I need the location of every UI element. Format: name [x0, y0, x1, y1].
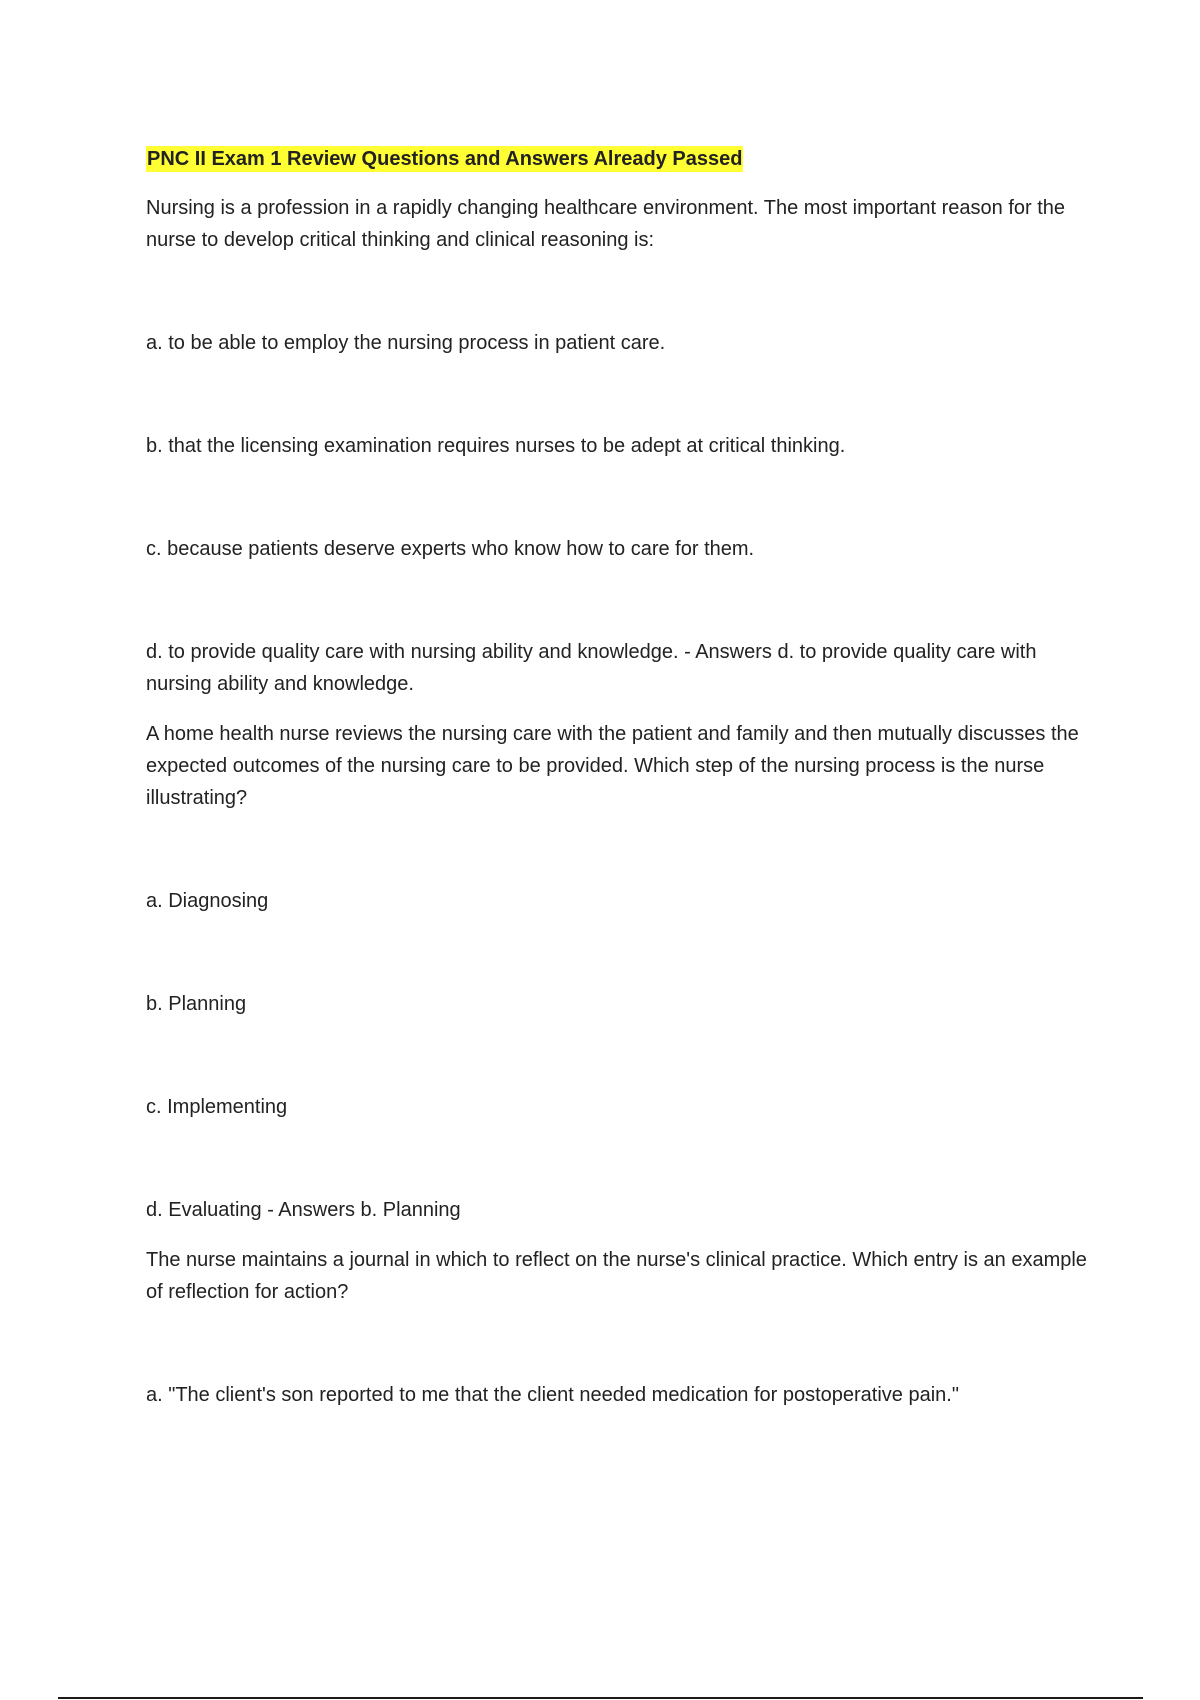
- question-2-stem: A home health nurse reviews the nursing care with the patient and family and then mutually discusses the expected outcomes of the nursing care to be provided. Which step of the nursing process is the nurse illustrating?: [146, 723, 1079, 809]
- question-2-option-a: a. Diagnosing: [146, 890, 269, 912]
- question-2-option-b: b. Planning: [146, 993, 247, 1015]
- question-1-stem: Nursing is a profession in a rapidly changing healthcare environment. The most important reason for the nurse to develop critical thinking and clinical reasoning is:: [146, 197, 1066, 251]
- question-2-option-c: c. Implementing: [146, 1096, 288, 1118]
- document-body: [146, 146, 1091, 1411]
- highlighted-title: PNC II Exam 1 Review Questions and Answers Already Passed: [147, 148, 743, 170]
- question-1-option-d-answer: d. to provide quality care with nursing ability and knowledge. - Answers d. to provide quality care with nursing ability and knowledge.: [146, 641, 1037, 695]
- question-1-option-a: a. to be able to employ the nursing process in patient care.: [146, 332, 666, 354]
- question-1-option-c: c. because patients deserve experts who know how to care for them.: [146, 538, 755, 560]
- question-1-option-b: b. that the licensing examination requires nurses to be adept at critical thinking.: [146, 435, 846, 457]
- document-title: [146, 146, 1091, 192]
- question-2-option-d-answer: d. Evaluating - Answers b. Planning: [146, 1199, 461, 1221]
- question-3-stem: The nurse maintains a journal in which to reflect on the nurse's clinical practice. Which entry is an example of reflection for action?: [146, 1249, 1087, 1303]
- page-bottom-rule: [58, 1697, 1143, 1699]
- question-3-option-a: a. "The client's son reported to me that the client needed medication for postoperative pain.": [146, 1384, 959, 1406]
